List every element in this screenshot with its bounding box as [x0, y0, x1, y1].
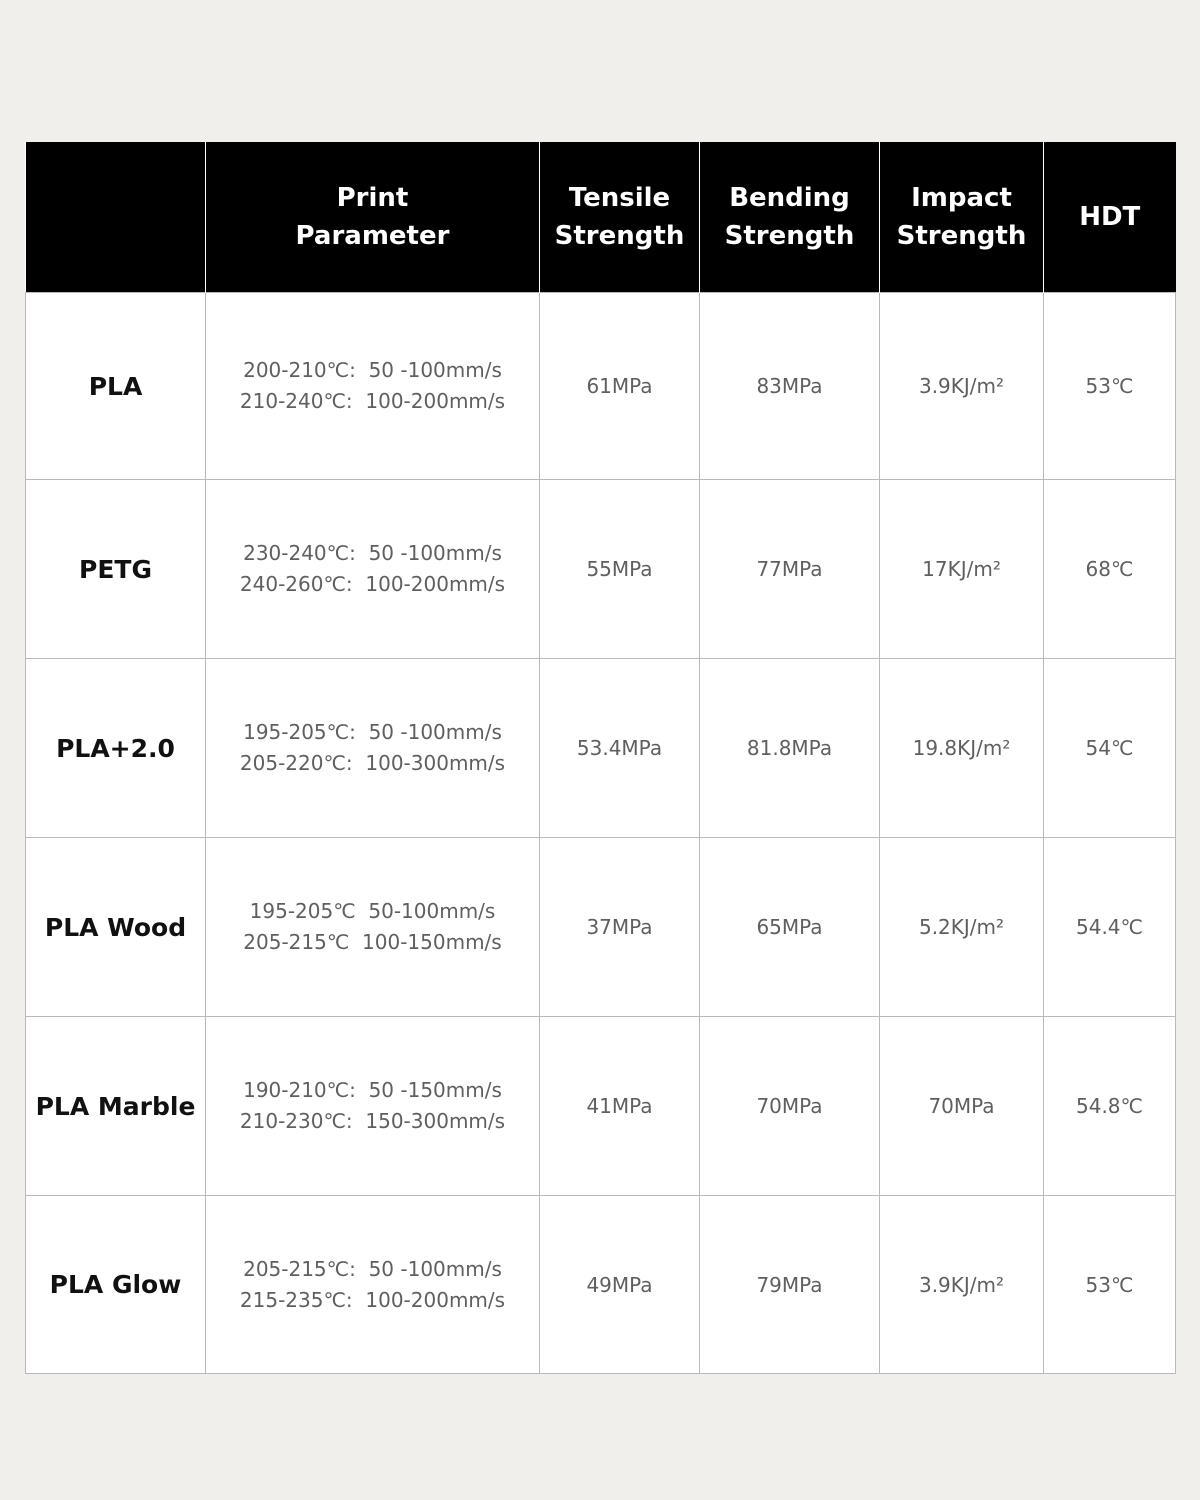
header-tensile-strength	[540, 142, 700, 293]
material-name: PLA Glow	[26, 1196, 206, 1374]
header-print-parameter	[206, 142, 540, 293]
print-parameter-line: 240-260℃: 100-200mm/s	[239, 572, 506, 596]
hdt-value: 54℃	[1044, 659, 1176, 838]
bending-strength-value: 83MPa	[700, 293, 880, 480]
hdt-value: 53℃	[1044, 1196, 1176, 1374]
tensile-strength-value: 37MPa	[540, 838, 700, 1017]
tensile-strength-value: 61MPa	[540, 293, 700, 480]
impact-strength-value: 19.8KJ/m²	[880, 659, 1044, 838]
material-name: PETG	[26, 480, 206, 659]
print-parameter-cell	[206, 838, 540, 1017]
table-row	[26, 480, 1176, 659]
material-name: PLA Wood	[26, 838, 206, 1017]
hdt-value: 68℃	[1044, 480, 1176, 659]
header-impact-strength	[880, 142, 1044, 293]
bending-strength-value: 77MPa	[700, 480, 880, 659]
filament-comparison-table	[25, 142, 1176, 1374]
print-parameter-line: 210-240℃: 100-200mm/s	[239, 389, 506, 413]
material-name: PLA	[26, 293, 206, 480]
header-label-line2: Strength	[724, 221, 855, 251]
header-label-line1: Print	[336, 183, 409, 213]
tensile-strength-value: 49MPa	[540, 1196, 700, 1374]
tensile-strength-value: 55MPa	[540, 480, 700, 659]
header-label-line2: Parameter	[295, 221, 450, 251]
material-name: PLA Marble	[26, 1017, 206, 1196]
impact-strength-value: 3.9KJ/m²	[880, 1196, 1044, 1374]
table-row	[26, 293, 1176, 480]
bending-strength-value: 65MPa	[700, 838, 880, 1017]
tensile-strength-value: 53.4MPa	[540, 659, 700, 838]
impact-strength-value: 3.9KJ/m²	[880, 293, 1044, 480]
material-name: PLA+2.0	[26, 659, 206, 838]
print-parameter-cell	[206, 480, 540, 659]
tensile-strength-value: 41MPa	[540, 1017, 700, 1196]
impact-strength-value: 70MPa	[880, 1017, 1044, 1196]
header-label-line1: Bending	[729, 183, 850, 213]
print-parameter-cell	[206, 293, 540, 480]
hdt-value: 54.8℃	[1044, 1017, 1176, 1196]
bending-strength-value: 81.8MPa	[700, 659, 880, 838]
print-parameter-line: 200-210℃: 50 -100mm/s	[243, 358, 502, 382]
table-header	[26, 142, 1176, 293]
header-label-line1: Tensile	[568, 183, 671, 213]
impact-strength-value: 5.2KJ/m²	[880, 838, 1044, 1017]
bending-strength-value: 79MPa	[700, 1196, 880, 1374]
table-row	[26, 1017, 1176, 1196]
hdt-value: 54.4℃	[1044, 838, 1176, 1017]
table-body	[26, 293, 1176, 1374]
table-row	[26, 1196, 1176, 1374]
hdt-value: 53℃	[1044, 293, 1176, 480]
header-label-line2: Strength	[896, 221, 1027, 251]
filament-comparison-table-container	[25, 142, 1175, 1374]
print-parameter-line: 205-215℃ 100-150mm/s	[243, 930, 502, 954]
header-bending-strength	[700, 142, 880, 293]
print-parameter-cell	[206, 1196, 540, 1374]
print-parameter-line: 230-240℃: 50 -100mm/s	[243, 541, 502, 565]
table-row	[26, 838, 1176, 1017]
header-label-line1: HDT	[1079, 202, 1141, 232]
header-material-column	[26, 142, 206, 293]
print-parameter-line: 195-205℃ 50-100mm/s	[249, 899, 496, 923]
header-label-line1: Impact	[911, 183, 1012, 213]
bending-strength-value: 70MPa	[700, 1017, 880, 1196]
header-hdt	[1044, 142, 1176, 293]
print-parameter-cell	[206, 659, 540, 838]
header-label-line2: Strength	[554, 221, 685, 251]
print-parameter-line: 205-220℃: 100-300mm/s	[239, 751, 506, 775]
print-parameter-cell	[206, 1017, 540, 1196]
header-row	[26, 142, 1176, 293]
print-parameter-line: 210-230℃: 150-300mm/s	[239, 1109, 506, 1133]
print-parameter-line: 205-215℃: 50 -100mm/s	[243, 1256, 502, 1281]
print-parameter-line: 190-210℃: 50 -150mm/s	[243, 1078, 502, 1102]
table-row	[26, 659, 1176, 838]
print-parameter-line: 215-235℃: 100-200mm/s	[239, 1287, 506, 1312]
print-parameter-line: 195-205℃: 50 -100mm/s	[243, 720, 502, 744]
impact-strength-value: 17KJ/m²	[880, 480, 1044, 659]
